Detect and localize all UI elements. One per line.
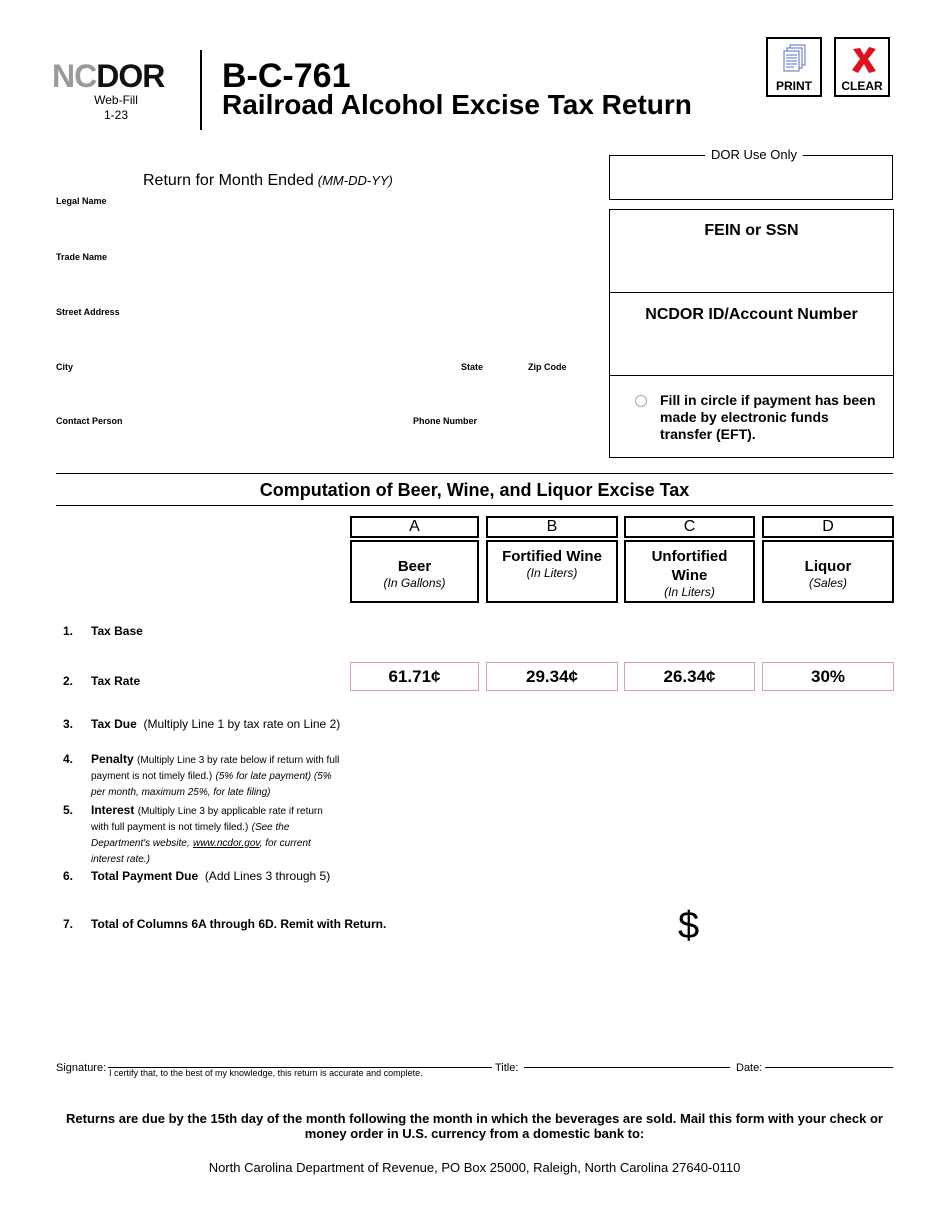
street-address-label: Street Address: [56, 307, 120, 317]
section-rule: [56, 473, 893, 474]
total-remit-input[interactable]: [712, 915, 896, 941]
line-label-interest: Interest (Multiply Line 3 by applicable rate if return with full payment is not timely filed.) (See the Department's website, www.ncdor.gov, for current interest rate.): [91, 803, 323, 865]
line-label-tax-rate: Tax Rate: [91, 674, 141, 688]
fein-input[interactable]: [640, 255, 869, 279]
print-icon: [782, 44, 808, 76]
tax-rate-fortified-wine: 29.34¢: [486, 662, 618, 691]
state-label: State: [461, 362, 484, 372]
header-divider: [200, 50, 202, 130]
form-title: Railroad Alcohol Excise Tax Return: [222, 89, 692, 120]
tax-base-a-input[interactable]: [350, 620, 483, 644]
id-divider: [609, 375, 894, 376]
contact-person-input[interactable]: [56, 428, 400, 452]
line-number: 5.: [63, 803, 74, 817]
web-fill-version: Web-Fill 1-23: [94, 93, 138, 122]
line-number: 4.: [63, 752, 74, 766]
title-label: Title:: [495, 1062, 519, 1074]
signature-label: Signature:: [56, 1062, 107, 1074]
column-header-beer: Beer (In Gallons): [350, 540, 479, 603]
legal-name-input[interactable]: [56, 208, 600, 232]
tax-rate-unfortified-wine: 26.34¢: [624, 662, 755, 691]
line-label-total-payment: Total Payment Due (Add Lines 3 through 5): [91, 869, 331, 883]
zip-label: Zip Code: [528, 362, 567, 372]
mailing-address: North Carolina Department of Revenue, PO Box 25000, Raleigh, North Carolina 27640-0110: [208, 1160, 741, 1175]
line-label-penalty: Penalty (Multiply Line 3 by rate below if return with full payment is not timely filed.) (5% for late payment) (5% per month, maximum 25%, for late filing): [91, 752, 340, 798]
month-ended-input[interactable]: [395, 172, 519, 192]
line-number: 2.: [63, 674, 74, 688]
date-line[interactable]: [765, 1067, 893, 1068]
title-line[interactable]: [524, 1067, 730, 1068]
due-date-notice: Returns are due by the 15th day of the month following the month in which the beverages are sold. Mail this form with your check or money order in U.S. currency from a domestic bank to:: [66, 1111, 883, 1141]
tax-base-d-input[interactable]: [762, 620, 898, 644]
trade-name-input[interactable]: [56, 264, 600, 288]
line-label-tax-base: Tax Base: [91, 624, 143, 638]
tax-base-c-input[interactable]: [624, 620, 759, 644]
month-ended-label: Return for Month Ended (MM-DD-YY): [143, 172, 393, 189]
state-input[interactable]: [461, 374, 520, 398]
zip-input[interactable]: [528, 374, 602, 398]
form-number: B-C-761: [222, 57, 351, 95]
print-button[interactable]: [766, 37, 822, 97]
id-divider: [609, 292, 894, 293]
account-input[interactable]: [640, 340, 869, 364]
column-letter: A: [350, 516, 479, 538]
eft-label: Fill in circle if payment has been made by electronic funds transfer (EFT).: [660, 392, 876, 442]
column-letter: C: [624, 516, 755, 538]
line-label-total-columns: Total of Columns 6A through 6D. Remit with Return.: [91, 917, 387, 931]
fein-label: FEIN or SSN: [704, 222, 799, 239]
account-label: NCDOR ID/Account Number: [645, 306, 858, 323]
city-label: City: [56, 362, 74, 372]
tax-base-b-input[interactable]: [486, 620, 622, 644]
computation-title: Computation of Beer, Wine, and Liquor Excise Tax: [259, 480, 690, 500]
ncdor-logo: NCDOR: [52, 58, 165, 94]
column-letter: D: [762, 516, 894, 538]
ncdor-link[interactable]: www.ncdor.gov: [192, 838, 260, 849]
contact-person-label: Contact Person: [56, 416, 123, 426]
clear-x-icon: [850, 44, 878, 76]
section-rule: [56, 505, 893, 506]
line-number: 1.: [63, 624, 74, 638]
tax-rate-liquor: 30%: [762, 662, 894, 691]
city-input[interactable]: [56, 374, 455, 398]
phone-label: Phone Number: [413, 416, 478, 426]
clear-button[interactable]: [834, 37, 890, 97]
date-label: Date:: [736, 1062, 763, 1074]
column-header-liquor: Liquor (Sales): [762, 540, 894, 603]
legal-name-label: Legal Name: [56, 196, 107, 206]
column-letter: B: [486, 516, 618, 538]
line-label-tax-due: Tax Due (Multiply Line 1 by tax rate on Line 2): [91, 717, 341, 731]
print-label: PRINT: [776, 79, 812, 93]
dollar-sign: $: [678, 905, 700, 947]
eft-radio[interactable]: [635, 395, 647, 407]
line-number: 7.: [63, 917, 74, 931]
tax-rate-beer: 61.71¢: [350, 662, 479, 691]
column-header-fortified-wine: Fortified Wine (In Liters): [486, 540, 618, 603]
trade-name-label: Trade Name: [56, 252, 108, 262]
phone-input[interactable]: [413, 428, 602, 452]
column-header-unfortified-wine: Unfortified Wine (In Liters): [624, 540, 755, 603]
line-number: 6.: [63, 869, 74, 883]
dor-use-legend: DOR Use Only: [705, 147, 803, 162]
certification-text: I certify that, to the best of my knowledge, this return is accurate and complete.: [109, 1068, 423, 1078]
street-address-input[interactable]: [56, 319, 600, 343]
clear-label: CLEAR: [841, 79, 883, 93]
line-number: 3.: [63, 717, 74, 731]
